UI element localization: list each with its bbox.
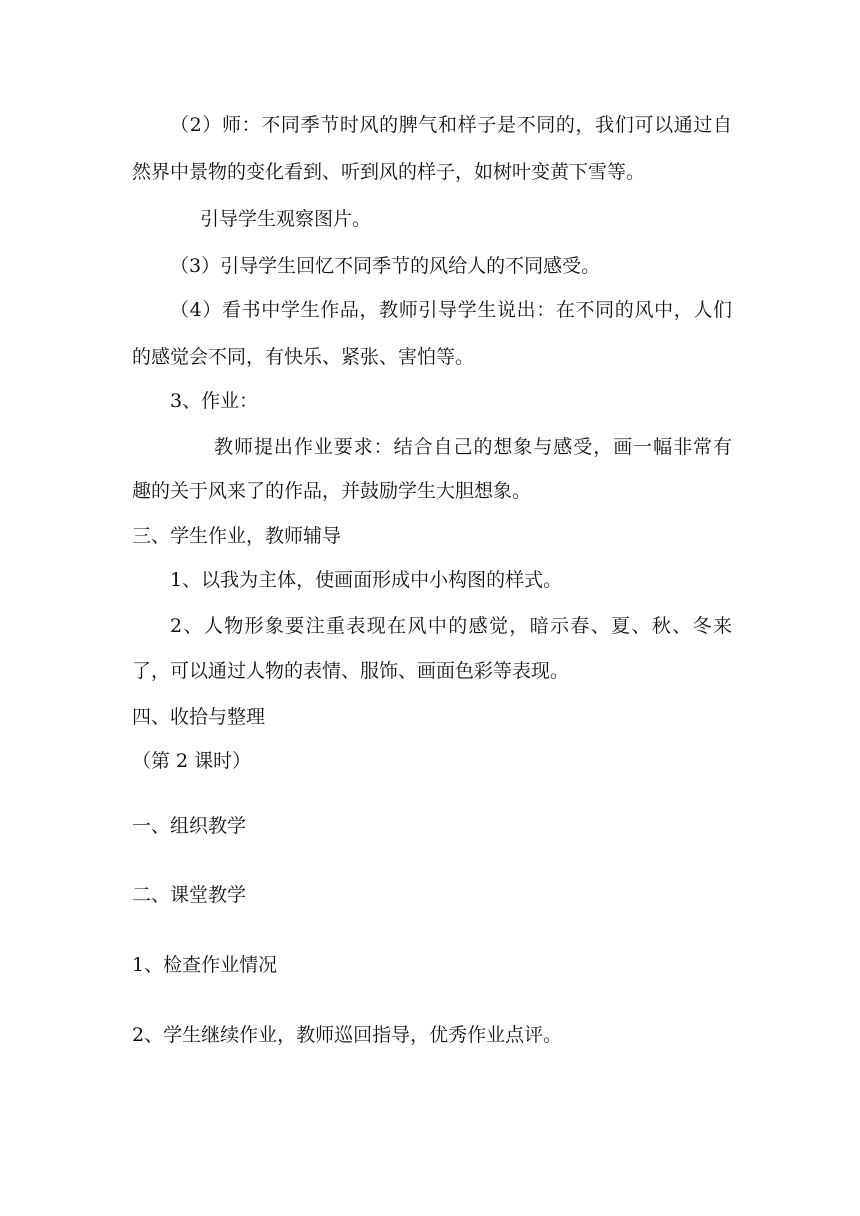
lesson-2-section-2: 二、课堂教学 — [132, 884, 247, 906]
section-4-heading: 四、收拾与整理 — [132, 706, 266, 728]
paragraph-2-line-2: 然界中景物的变化看到、听到风的样子，如树叶变黄下雪等。 — [132, 161, 646, 183]
paragraph-2-line-1: （2）师：不同季节时风的脾气和样子是不同的，我们可以通过自 — [170, 114, 732, 136]
paragraph-4-line-1: （4）看书中学生作品，教师引导学生说出：在不同的风中，人们 — [170, 299, 732, 321]
guidance-1: 1、以我为主体，使画面形成中小构图的样式。 — [170, 569, 563, 591]
guidance-2-line-2: 了，可以通过人物的表情、服饰、画面色彩等表现。 — [132, 660, 570, 682]
homework-heading: 3、作业： — [170, 390, 259, 412]
lesson-2-section-1: 一、组织教学 — [132, 815, 247, 837]
homework-requirement-line-2: 趣的关于风来了的作品，并鼓励学生大胆想象。 — [132, 480, 532, 502]
lesson-2-step-2: 2、学生继续作业，教师巡回指导，优秀作业点评。 — [132, 1024, 563, 1046]
paragraph-3: （3）引导学生回忆不同季节的风给人的不同感受。 — [170, 255, 601, 277]
lesson-2-step-1: 1、检查作业情况 — [132, 954, 278, 976]
paragraph-4-line-2: 的感觉会不同，有快乐、紧张、害怕等。 — [132, 346, 475, 368]
lesson-2-label: （第 2 课时） — [132, 750, 252, 772]
section-3-heading: 三、学生作业，教师辅导 — [132, 525, 342, 547]
homework-requirement-line-1: 教师提出作业要求：结合自己的想象与感受，画一幅非常有 — [214, 436, 732, 458]
paragraph-observe-images: 引导学生观察图片。 — [200, 208, 372, 230]
guidance-2-line-1: 2、人物形象要注重表现在风中的感觉，暗示春、夏、秋、冬来 — [170, 615, 732, 637]
